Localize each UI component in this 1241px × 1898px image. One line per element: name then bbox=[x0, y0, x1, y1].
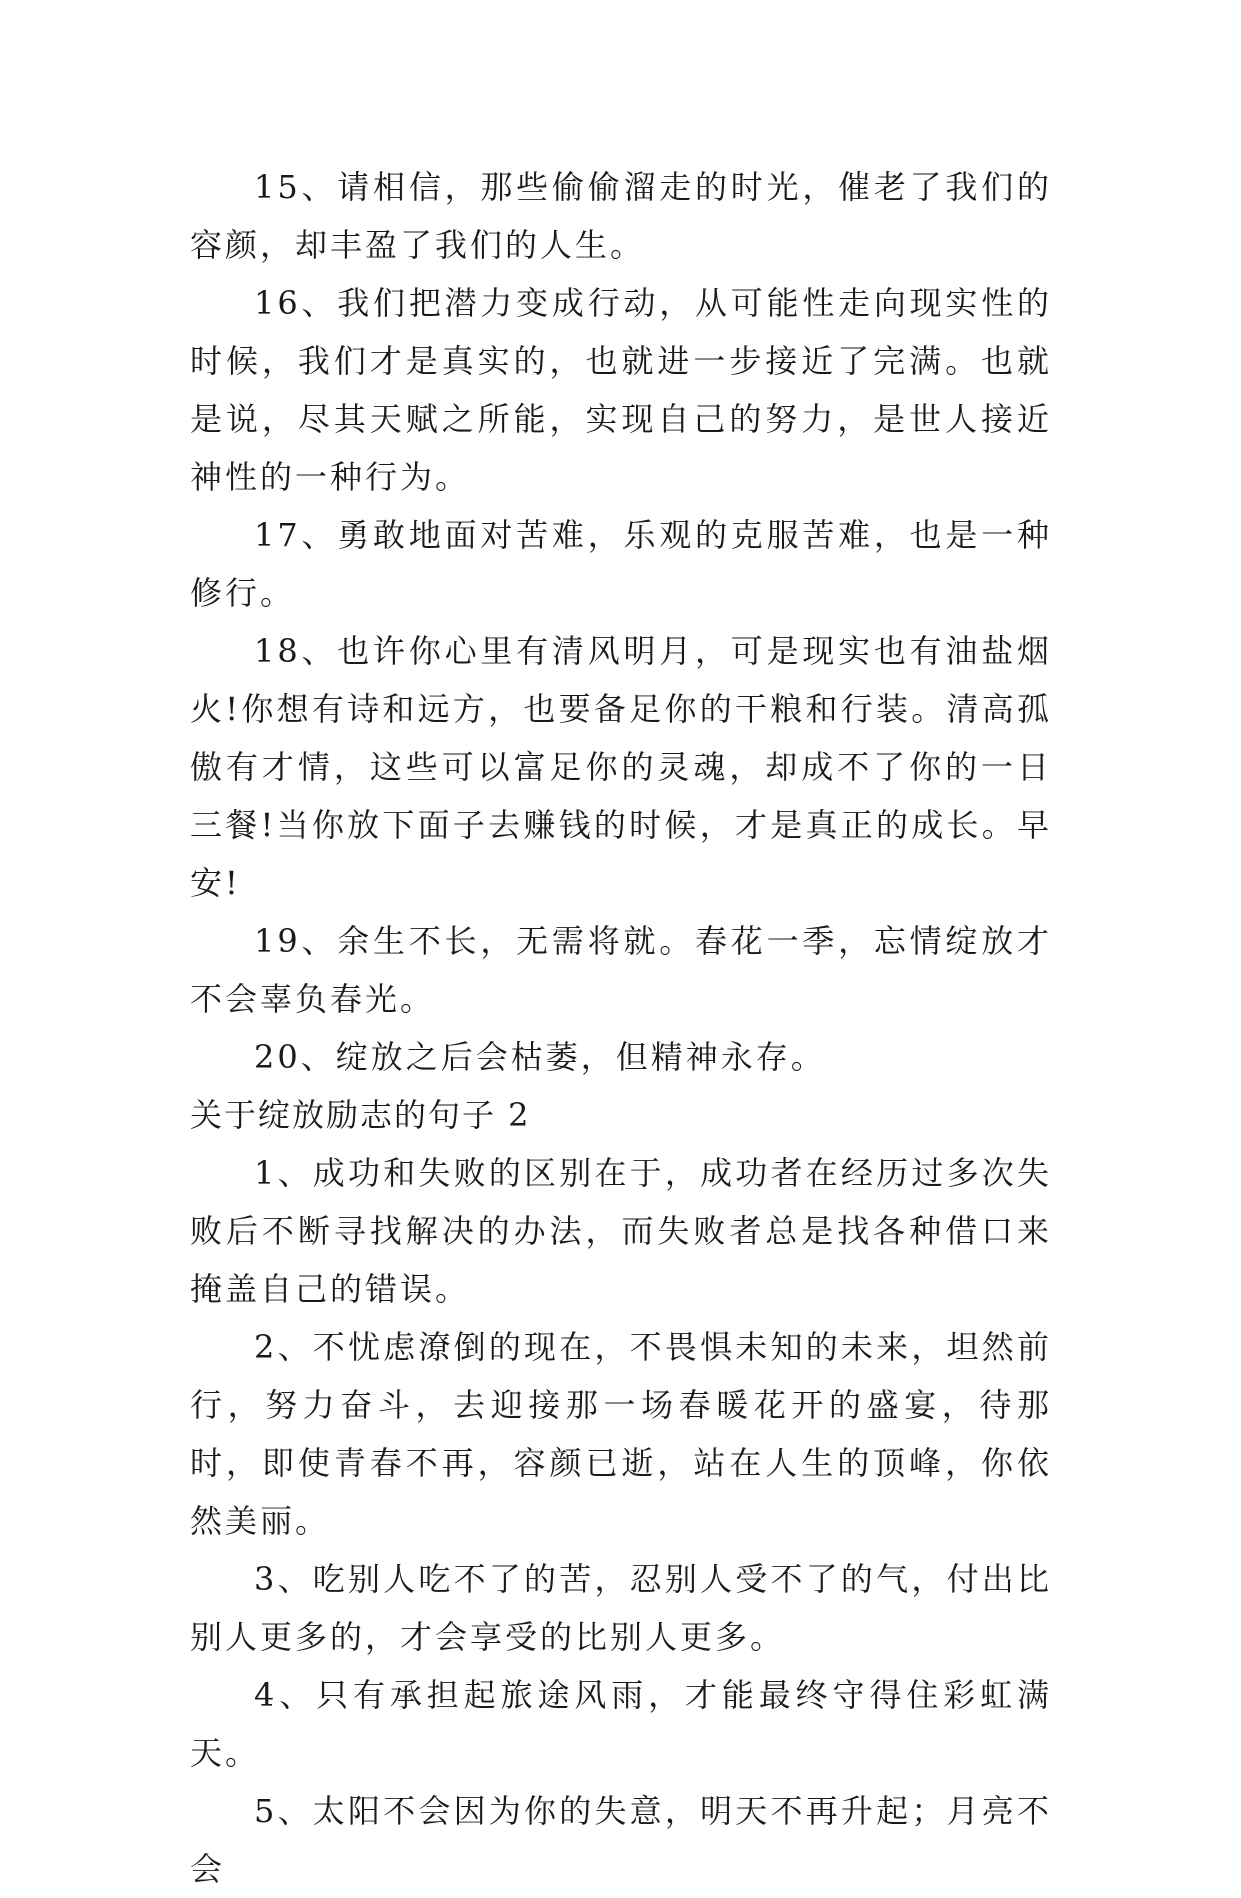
paragraph-15: 15、请相信，那些偷偷溜走的时光，催老了我们的容颜，却丰盈了我们的人生。 bbox=[190, 168, 1052, 264]
paragraph-16: 16、我们把潜力变成行动，从可能性走向现实性的时候，我们才是真实的，也就进一步接近了完满。也就是说，尽其天赋之所能，实现自己的努力，是世人接近神性的一种行为。 bbox=[190, 284, 1052, 496]
paragraph-2: 2、不忧虑潦倒的现在，不畏惧未知的未来，坦然前行，努力奋斗，去迎接那一场春暖花开的盛宴，待那时，即使青春不再，容颜已逝，站在人生的顶峰，你依然美丽。 bbox=[190, 1328, 1052, 1540]
document-body bbox=[190, 158, 1052, 1898]
paragraph-18: 18、也许你心里有清风明月，可是现实也有油盐烟火!你想有诗和远方，也要备足你的干粮和行装。清高孤傲有才情，这些可以富足你的灵魂，却成不了你的一日三餐!当你放下面子去赚钱的时候，才是真正的成长。早安! bbox=[190, 632, 1052, 902]
paragraph-19: 19、余生不长，无需将就。春花一季，忘情绽放才不会辜负春光。 bbox=[190, 922, 1052, 1018]
paragraph-4: 4、只有承担起旅途风雨，才能最终守得住彩虹满天。 bbox=[190, 1676, 1052, 1772]
paragraph-20: 20、绽放之后会枯萎，但精神永存。 bbox=[254, 1038, 826, 1076]
paragraph-3: 3、吃别人吃不了的苦，忍别人受不了的气，付出比别人更多的，才会享受的比别人更多。 bbox=[190, 1560, 1052, 1656]
section-heading: 关于绽放励志的句子 2 bbox=[190, 1096, 531, 1134]
paragraph-17: 17、勇敢地面对苦难，乐观的克服苦难，也是一种修行。 bbox=[190, 516, 1052, 612]
paragraph-1: 1、成功和失败的区别在于，成功者在经历过多次失败后不断寻找解决的办法，而失败者总是找各种借口来掩盖自己的错误。 bbox=[190, 1154, 1052, 1308]
paragraph-5: 5、太阳不会因为你的失意，明天不再升起；月亮不会 bbox=[190, 1792, 1052, 1888]
